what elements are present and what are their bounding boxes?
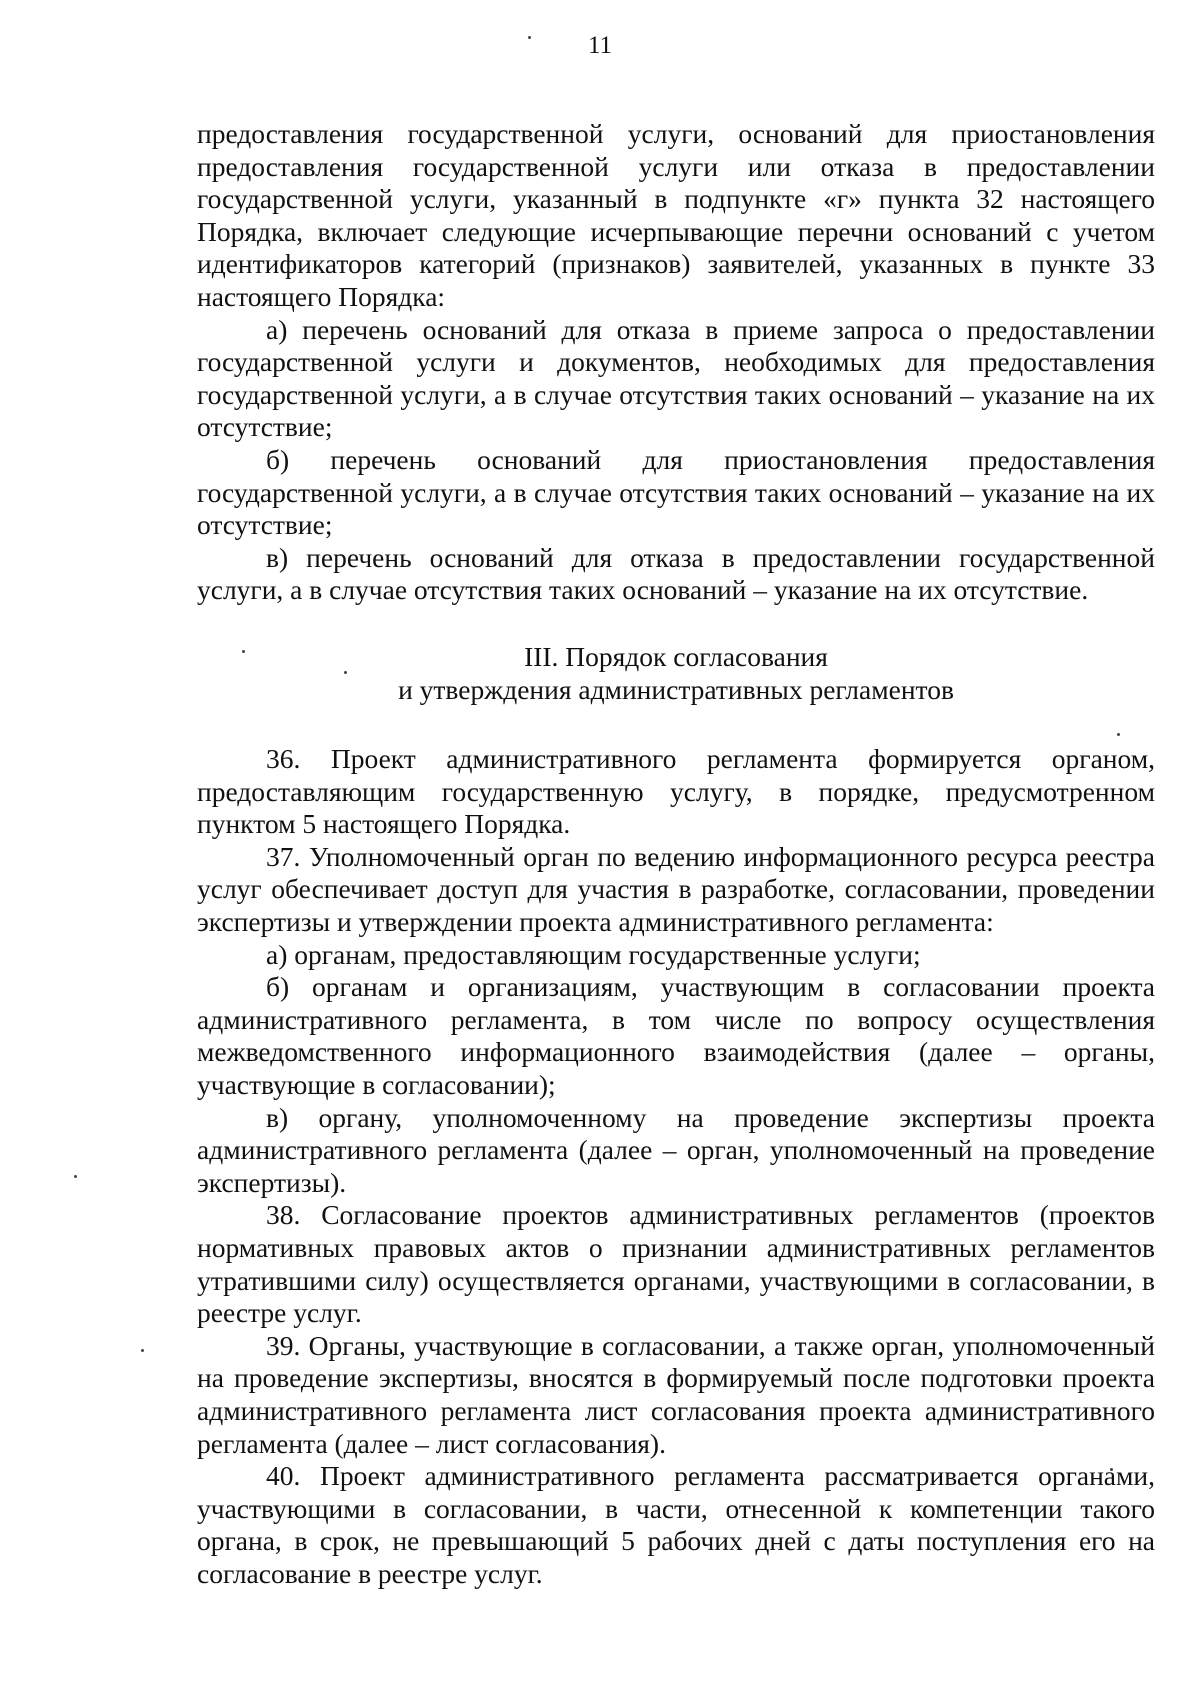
- scan-speck: [141, 1349, 144, 1352]
- paragraph-39: 39. Органы, участвующие в согласовании, а также орган, уполномоченный на проведение экспертизы, вносятся в формируемый после подготовки проекта административного регламента лист согласования проекта административного регламента (далее – лист согласования).: [197, 1329, 1155, 1459]
- list-item-35-a: а) перечень оснований для отказа в приеме запроса о предоставлении государственной услуги и документов, необходимых для предоставления государственной услуги, а в случае отсутствия таких оснований – указание на их отсутствие;: [197, 313, 1155, 443]
- list-item-37-v: в) органу, уполномоченному на проведение экспертизы проекта административного регламента (далее – орган, уполномоченный на проведение экспертизы).: [197, 1101, 1155, 1198]
- document-body: [197, 118, 1155, 1591]
- page-number: 11: [587, 32, 613, 59]
- list-item-35-v: в) перечень оснований для отказа в предоставлении государственной услуги, а в случае отсутствия таких оснований – указание на их отсутствие.: [197, 541, 1155, 606]
- paragraph-36: 36. Проект административного регламента формируется органом, предоставляющим государственную услугу, в порядке, предусмотренном пунктом 5 настоящего Порядка.: [197, 743, 1155, 840]
- list-item-35-b: б) перечень оснований для приостановления предоставления государственной услуги, а в случае отсутствия таких оснований – указание на их отсутствие;: [197, 443, 1155, 541]
- paragraph-continuation: предоставления государственной услуги, оснований для приостановления предоставления государственной услуги или отказа в предоставлении государственной услуги, указанный в подпункте «г» пункта 32 настоящего Порядка, включает следующие исчерпывающие перечни оснований с учетом идентификаторов категорий (признаков) заявителей, указанных в пункте 33 настоящего Порядка:: [197, 118, 1155, 312]
- paragraph-40: 40. Проект административного регламента рассматривается органами, участвующими в согласовании, в части, отнесенной к компетенции такого органа, в срок, не превышающий 5 рабочих дней с даты поступления его на согласование в реестре услуг.: [197, 1460, 1155, 1589]
- list-item-37-a: а) органам, предоставляющим государственные услуги;: [266, 938, 921, 970]
- section-heading: [197, 641, 1155, 706]
- scan-speck: [74, 1175, 77, 1178]
- section-heading-line-2: и утверждения административных регламентов: [398, 673, 954, 705]
- section-heading-line-1: III. Порядок согласования: [524, 640, 828, 672]
- list-item-37-b: б) органам и организациям, участвующим в согласовании проекта административного регламента, в том числе по вопросу осуществления межведомственного информационного взаимодействия (далее – органы, участвующие в согласовании);: [197, 971, 1155, 1101]
- paragraph-38: 38. Согласование проектов административных регламентов (проектов нормативных правовых актов о признании административных регламентов утратившими силу) осуществляется органами, участвующими в согласовании, в реестре услуг.: [197, 1199, 1155, 1329]
- paragraph-37: 37. Уполномоченный орган по ведению информационного ресурса реестра услуг обеспечивает доступ для участия в разработке, согласовании, проведении экспертизы и утверждении проекта административного регламента:: [197, 840, 1155, 938]
